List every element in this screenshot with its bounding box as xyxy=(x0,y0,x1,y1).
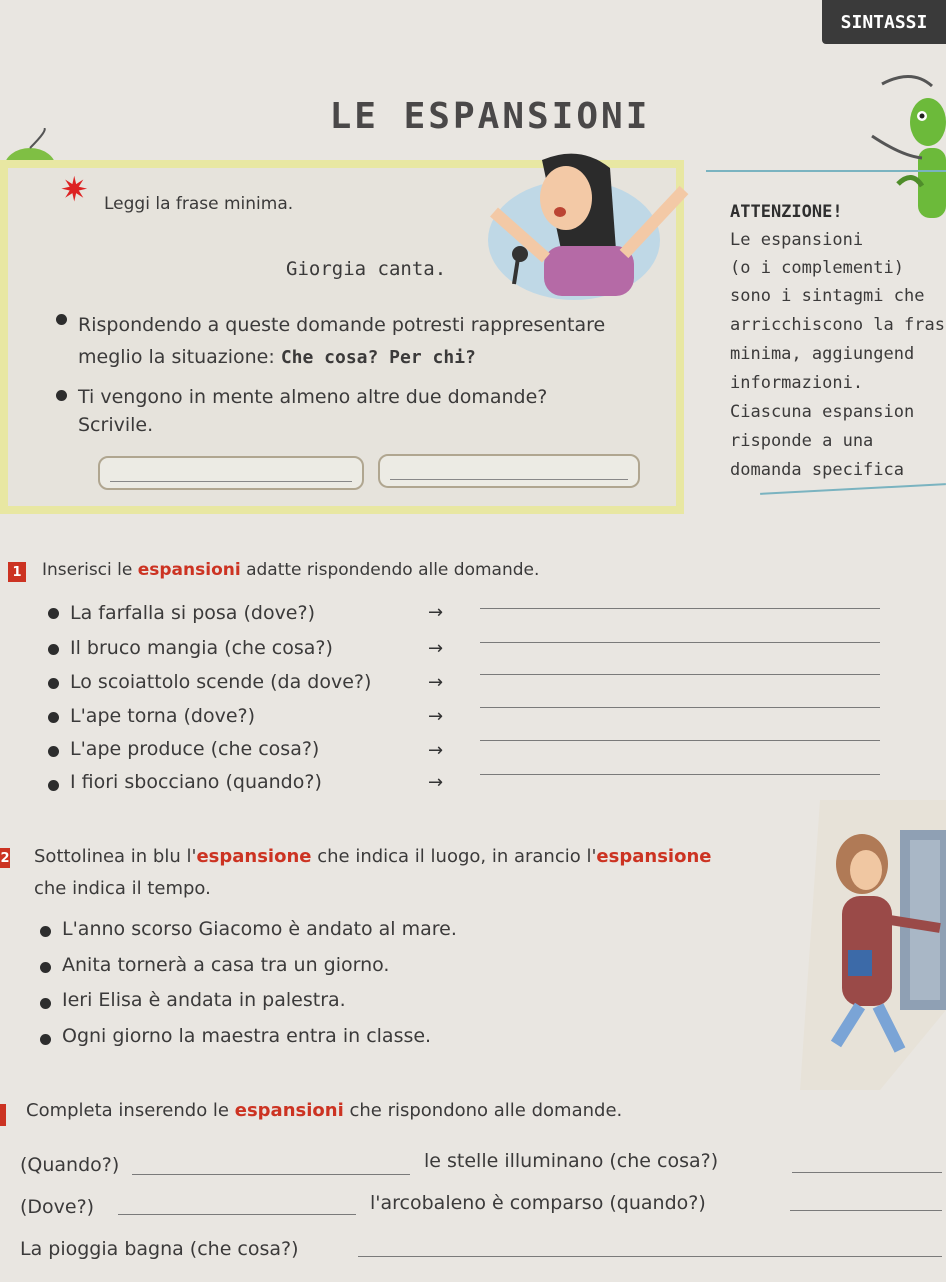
attention-heading: ATTENZIONE! xyxy=(730,202,843,222)
exercise-1-item: L'ape produce (che cosa?) xyxy=(70,738,320,760)
attention-box xyxy=(706,170,946,508)
exercise-3-instruction xyxy=(26,1100,622,1121)
exercise-1-instruction-bold: espansioni xyxy=(137,560,241,580)
girl-at-door-illustration xyxy=(800,800,946,1090)
attention-line: informazioni. xyxy=(730,373,864,393)
answer-field-1[interactable] xyxy=(98,456,364,490)
bullet xyxy=(56,314,67,325)
answer-line[interactable] xyxy=(118,1214,356,1215)
exercise-1-instruction xyxy=(42,560,539,580)
bullet xyxy=(48,678,59,689)
exercise-3-marker xyxy=(0,1104,6,1126)
exercise-3-row1-left: (Quando?) xyxy=(20,1154,120,1176)
exercise-3-instr-c: che rispondono alle domande. xyxy=(343,1100,623,1121)
exercise-2-instr-a: Sottolinea in blu l' xyxy=(34,846,197,867)
bullet xyxy=(40,926,51,937)
intro-bullet1-line2 xyxy=(78,346,476,368)
singing-girl-illustration xyxy=(484,150,694,302)
page-title: LE ESPANSIONI xyxy=(329,96,651,137)
answer-field-2[interactable] xyxy=(378,454,640,488)
arrow-icon: → xyxy=(428,672,444,693)
exercise-1-instruction-c: adatte rispondendo alle domande. xyxy=(240,560,540,580)
bullet xyxy=(48,644,59,655)
exercise-3-row3-left: La pioggia bagna (che cosa?) xyxy=(20,1238,299,1260)
exercise-2-sentence[interactable]: Ieri Elisa è andata in palestra. xyxy=(62,989,346,1011)
star-icon: ✷ xyxy=(60,170,89,210)
intro-bullet2-line1: Ti vengono in mente almeno altre due domande? xyxy=(78,386,548,408)
bullet xyxy=(40,1034,51,1045)
arrow-icon: → xyxy=(428,706,444,727)
answer-line[interactable] xyxy=(480,642,880,643)
section-tag: SINTASSI xyxy=(822,0,946,44)
exercise-1-item: La farfalla si posa (dove?) xyxy=(70,602,315,624)
arrow-icon: → xyxy=(428,772,444,793)
answer-line[interactable] xyxy=(480,740,880,741)
exercise-1-number: 1 xyxy=(8,562,26,582)
exercise-1-item: Il bruco mangia (che cosa?) xyxy=(70,637,333,659)
exercise-2-sentence[interactable]: Anita tornerà a casa tra un giorno. xyxy=(62,954,390,976)
exercise-3-row2-right: l'arcobaleno è comparso (quando?) xyxy=(370,1192,706,1214)
exercise-2-sentence[interactable]: Ogni giorno la maestra entra in classe. xyxy=(62,1025,432,1047)
exercise-2-instr-bold-1: espansione xyxy=(196,846,312,867)
exercise-3-instr-bold: espansioni xyxy=(234,1100,344,1121)
arrow-icon: → xyxy=(428,740,444,761)
intro-bullet1-plain: meglio la situazione: xyxy=(78,346,281,368)
attention-line: sono i sintagmi che xyxy=(730,286,925,306)
attention-line: Le espansioni xyxy=(730,230,864,250)
exercise-1-item: Lo scoiattolo scende (da dove?) xyxy=(70,671,372,693)
exercise-2-instr-c: che indica il luogo, in arancio l' xyxy=(311,846,597,867)
attention-line: arricchiscono la fras xyxy=(730,315,945,335)
answer-line[interactable] xyxy=(358,1256,942,1257)
intro-bullet2-line2: Scrivile. xyxy=(78,414,154,436)
exercise-2-instr-bold-2: espansione xyxy=(596,846,712,867)
exercise-3-row2-left: (Dove?) xyxy=(20,1196,95,1218)
bullet xyxy=(48,746,59,757)
bullet xyxy=(48,712,59,723)
arrow-icon: → xyxy=(428,602,444,623)
answer-line[interactable] xyxy=(132,1174,410,1175)
answer-line[interactable] xyxy=(792,1172,942,1173)
answer-line[interactable] xyxy=(480,608,880,609)
intro-bullet1-line1: Rispondendo a queste domande potresti rappresentare xyxy=(78,314,606,336)
exercise-2-number: 2 xyxy=(0,848,10,868)
attention-line: risponde a una xyxy=(730,431,874,451)
exercise-2-instruction xyxy=(34,846,711,867)
bullet xyxy=(48,608,59,619)
intro-instruction: Leggi la frase minima. xyxy=(104,194,294,214)
exercise-2-instruction-line2: che indica il tempo. xyxy=(34,878,211,899)
arrow-icon: → xyxy=(428,638,444,659)
bullet xyxy=(48,780,59,791)
attention-line: (o i complementi) xyxy=(730,258,904,278)
exercise-1-item: I fiori sbocciano (quando?) xyxy=(70,771,322,793)
attention-line: domanda specifica xyxy=(730,460,904,480)
exercise-3-instr-a: Completa inserendo le xyxy=(26,1100,235,1121)
bullet xyxy=(56,390,67,401)
attention-line: Ciascuna espansion xyxy=(730,402,915,422)
minimal-sentence: Giorgia canta. xyxy=(286,258,447,280)
intro-bullet1-questions: Che cosa? Per chi? xyxy=(280,347,476,368)
bullet xyxy=(40,962,51,973)
exercise-2-sentence[interactable]: L'anno scorso Giacomo è andato al mare. xyxy=(62,918,457,940)
attention-line: minima, aggiungend xyxy=(730,344,915,364)
exercise-3-row1-right: le stelle illuminano (che cosa?) xyxy=(424,1150,719,1172)
bullet xyxy=(40,998,51,1009)
answer-line[interactable] xyxy=(480,674,880,675)
answer-line[interactable] xyxy=(480,774,880,775)
answer-line[interactable] xyxy=(480,707,880,708)
exercise-1-item: L'ape torna (dove?) xyxy=(70,705,256,727)
answer-line[interactable] xyxy=(790,1210,942,1211)
exercise-1-instruction-a: Inserisci le xyxy=(42,560,138,580)
